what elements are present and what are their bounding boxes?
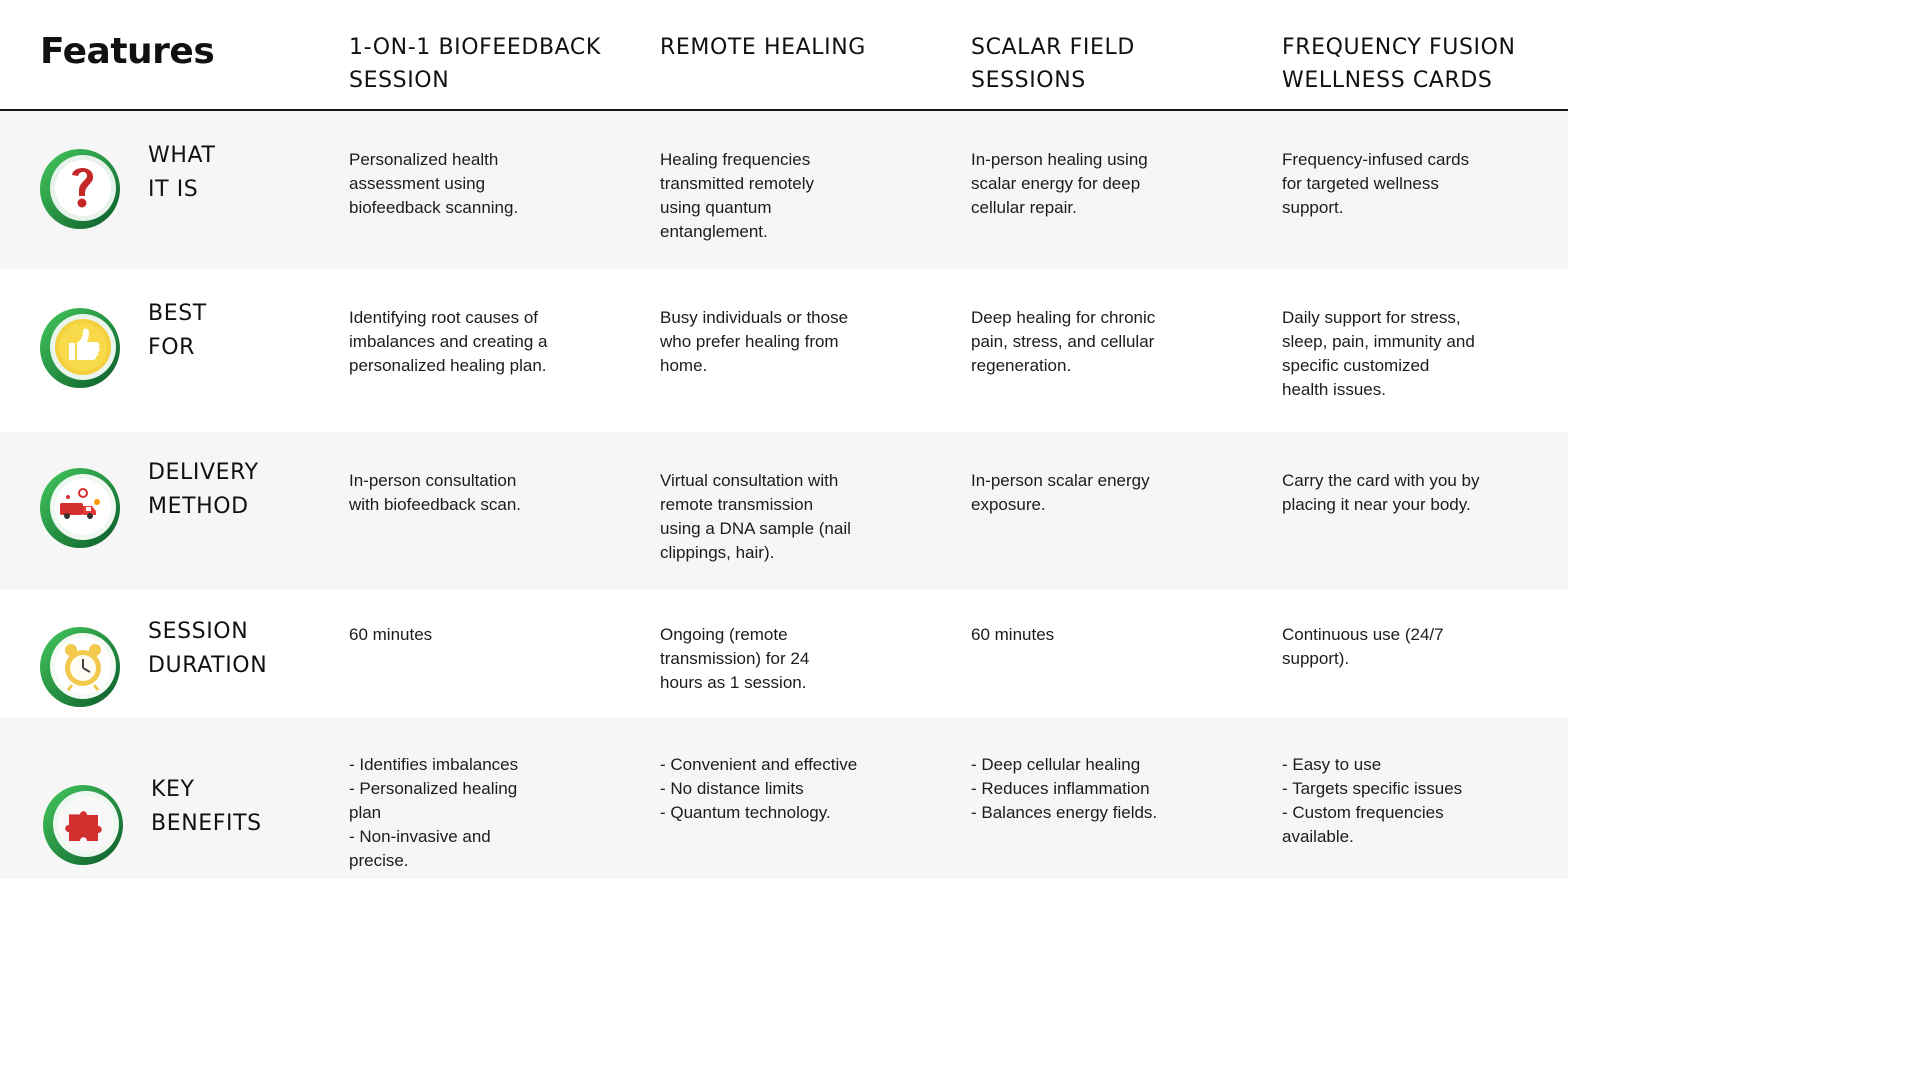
table-cell: Virtual consultation with remote transmission using a DNA sample (nail clippings, hair). bbox=[660, 471, 851, 562]
table-cell: Busy individuals or those who prefer healing from home. bbox=[660, 308, 849, 375]
row-label-line-2: FOR bbox=[148, 335, 196, 360]
column-heading-frequency-fusion-cards bbox=[1282, 31, 1552, 97]
table-cell: Ongoing (remote transmission) for 24 hours as 1 session. bbox=[660, 625, 810, 692]
table-cell: In-person healing using scalar energy for deep cellular repair. bbox=[971, 150, 1148, 217]
table-row-best-for bbox=[0, 269, 1568, 432]
page-title: Features bbox=[40, 31, 215, 72]
table-cell: - Deep cellular healing - Reduces inflammation - Balances energy fields. bbox=[971, 755, 1158, 822]
row-label-line-2: BENEFITS bbox=[151, 811, 262, 836]
table-row-session-duration bbox=[0, 590, 1568, 718]
row-label-best-for bbox=[148, 297, 207, 365]
table-cell: Personalized health assessment using biofeedback scanning. bbox=[349, 150, 519, 217]
table-cell: - Easy to use - Targets specific issues - Custom frequencies available. bbox=[1282, 755, 1463, 846]
row-label-session-duration bbox=[148, 615, 267, 683]
table-row-what-it-is bbox=[0, 111, 1568, 269]
table-header bbox=[0, 0, 1568, 111]
row-label-line-1: WHAT bbox=[148, 143, 216, 168]
table-cell: Deep healing for chronic pain, stress, and cellular regeneration. bbox=[971, 308, 1156, 375]
row-label-line-1: BEST bbox=[148, 301, 207, 326]
table-cell: 60 minutes bbox=[349, 625, 433, 644]
table-cell: - Convenient and effective - No distance limits - Quantum technology. bbox=[660, 755, 858, 822]
row-label-line-2: IT IS bbox=[148, 177, 199, 202]
column-heading-line-2: SESSIONS bbox=[971, 68, 1086, 93]
delivery-truck-icon bbox=[38, 466, 122, 550]
row-label-delivery-method bbox=[148, 456, 259, 524]
column-heading-line-1: FREQUENCY FUSION bbox=[1282, 35, 1516, 60]
column-heading-line-2: WELLNESS CARDS bbox=[1282, 68, 1493, 93]
table-cell: Continuous use (24/7 support). bbox=[1282, 625, 1444, 668]
column-heading-biofeedback-session bbox=[349, 31, 619, 97]
row-label-key-benefits bbox=[151, 773, 262, 841]
column-heading-remote-healing bbox=[660, 31, 930, 64]
row-label-line-1: KEY bbox=[151, 777, 195, 802]
column-heading-line-2: SESSION bbox=[349, 68, 450, 93]
table-cell: Healing frequencies transmitted remotely using quantum entanglement. bbox=[660, 150, 814, 241]
row-label-line-1: SESSION bbox=[148, 619, 249, 644]
table-cell: Identifying root causes of imbalances and creating a personalized healing plan. bbox=[349, 308, 548, 375]
row-label-line-2: METHOD bbox=[148, 494, 249, 519]
column-heading-line-1: SCALAR FIELD bbox=[971, 35, 1135, 60]
table-cell: In-person scalar energy exposure. bbox=[971, 471, 1150, 514]
table-row-delivery-method bbox=[0, 432, 1568, 590]
alarm-clock-icon bbox=[38, 625, 122, 709]
table-cell: - Identifies imbalances - Personalized healing plan - Non-invasive and precise. bbox=[349, 755, 519, 870]
table-cell: In-person consultation with biofeedback scan. bbox=[349, 471, 521, 514]
table-cell: Daily support for stress, sleep, pain, immunity and specific customized health issues. bbox=[1282, 308, 1475, 399]
column-heading-line-1: 1-ON-1 BIOFEEDBACK bbox=[349, 35, 601, 60]
column-heading-scalar-field-sessions bbox=[971, 31, 1241, 97]
question-mark-icon bbox=[38, 147, 122, 231]
row-label-line-2: DURATION bbox=[148, 653, 268, 678]
table-cell: 60 minutes bbox=[971, 625, 1055, 644]
table-row-key-benefits bbox=[0, 718, 1568, 879]
column-heading-line-1: REMOTE HEALING bbox=[660, 35, 866, 60]
puzzle-benefits-icon bbox=[41, 783, 125, 867]
table-cell: Carry the card with you by placing it near your body. bbox=[1282, 471, 1480, 514]
row-label-what-it-is bbox=[148, 139, 215, 207]
row-label-line-1: DELIVERY bbox=[148, 460, 259, 485]
table-cell: Frequency-infused cards for targeted wellness support. bbox=[1282, 150, 1470, 217]
thumbs-up-icon bbox=[38, 306, 122, 390]
